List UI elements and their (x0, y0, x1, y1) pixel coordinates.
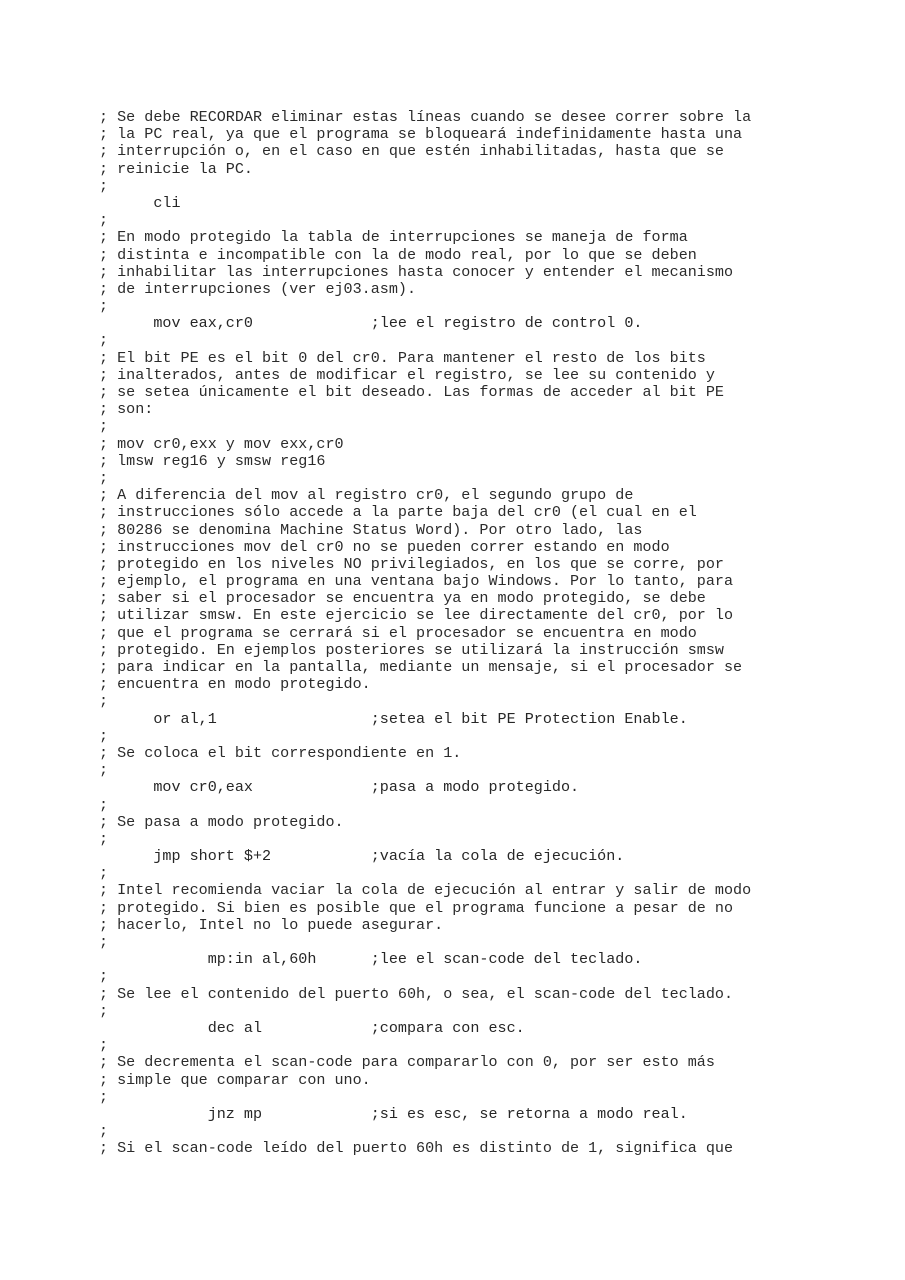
comment-line: ; de interrupciones (ver ej03.asm). (99, 279, 417, 298)
comment-line: ; En modo protegido la tabla de interrupciones se maneja de forma (99, 228, 688, 247)
comment-line: ; la PC real, ya que el programa se bloqueará indefinidamente hasta una (99, 125, 743, 144)
comment-line: ; Se decrementa el scan-code para compararlo con 0, por ser esto más (99, 1053, 715, 1072)
comment-line: ; que el programa se cerrará si el procesador se encuentra en modo (99, 623, 697, 642)
comment-line: ; se setea únicamente el bit deseado. Las formas de acceder al bit PE (99, 383, 724, 401)
comment-line: ; (99, 1036, 109, 1055)
comment-line: ; inalterados, antes de modificar el registro, se lee su contenido y (99, 365, 715, 384)
document-page (99, 109, 879, 1157)
comment-line: ; ejemplo, el programa en una ventana bajo Windows. Por lo tanto, para (99, 572, 734, 591)
comment-line: ; (99, 726, 109, 745)
comment-line: ; lmsw reg16 y smsw reg16 (99, 451, 326, 470)
comment-line: ; utilizar smsw. En este ejercicio se lee directamente del cr0, por lo (99, 606, 734, 625)
comment-line: ; interrupción o, en el caso en que estén inhabilitadas, hasta que se (99, 142, 724, 161)
code-line: cli (99, 193, 181, 212)
comment-line: ; protegido. Si bien es posible que el programa funcione a pesar de no (99, 898, 734, 917)
comment-line: ; Se pasa a modo protegido. (99, 812, 344, 831)
comment-line: ; instrucciones sólo accede a la parte baja del cr0 (el cual en el (99, 503, 697, 522)
code-line: mov cr0,eax ;pasa a modo protegido. (99, 778, 580, 797)
comment-line: ; saber si el procesador se encuentra ya en modo protegido, se debe (99, 589, 706, 608)
comment-line: ; protegido. En ejemplos posteriores se utilizará la instrucción smsw (99, 640, 724, 659)
comment-line: ; (99, 331, 109, 350)
comment-line: ; 80286 se denomina Machine Status Word). Por otro lado, las (99, 520, 643, 539)
comment-line: ; (99, 761, 109, 780)
comment-line: ; simple que comparar con uno. (99, 1070, 371, 1089)
comment-line: ; para indicar en la pantalla, mediante un mensaje, si el procesador se (99, 658, 743, 676)
comment-line: ; mov cr0,exx y mov exx,cr0 (99, 434, 344, 453)
comment-line: ; Se coloca el bit correspondiente en 1. (99, 743, 462, 762)
code-line: mp:in al,60h ;lee el scan-code del teclado. (99, 950, 643, 969)
code-line: jmp short $+2 ;vacía la cola de ejecución. (99, 847, 625, 866)
comment-line: ; distinta e incompatible con la de modo real, por lo que se deben (99, 245, 697, 264)
comment-line: ; (99, 829, 109, 848)
comment-line: ; Se lee el contenido del puerto 60h, o sea, el scan-code del teclado. (99, 984, 734, 1003)
comment-line: ; (99, 864, 109, 883)
comment-line: ; instrucciones mov del cr0 no se pueden correr estando en modo (99, 537, 670, 556)
comment-line: ; (99, 967, 109, 986)
comment-line: ; (99, 692, 109, 711)
comment-line: ; son: (99, 400, 154, 419)
comment-line: ; (99, 417, 109, 436)
comment-line: ; inhabilitar las interrupciones hasta conocer y entender el mecanismo (99, 262, 734, 281)
comment-line: ; protegido en los niveles NO privilegiados, en los que se corre, por (99, 554, 724, 573)
comment-line: ; (99, 211, 109, 230)
comment-line: ; (99, 468, 109, 487)
comment-line: ; (99, 1001, 109, 1020)
comment-line: ; Si el scan-code leído del puerto 60h es distinto de 1, significa que (99, 1139, 734, 1158)
comment-line: ; reinicie la PC. (99, 159, 253, 178)
code-line: mov eax,cr0 ;lee el registro de control 0. (99, 314, 643, 333)
comment-line: ; El bit PE es el bit 0 del cr0. Para mantener el resto de los bits (99, 348, 706, 367)
comment-line: ; A diferencia del mov al registro cr0, el segundo grupo de (99, 486, 634, 505)
code-line: or al,1 ;setea el bit PE Protection Enable. (99, 709, 688, 728)
code-line: dec al ;compara con esc. (99, 1018, 525, 1037)
comment-line: ; (99, 297, 109, 316)
comment-line: ; (99, 1122, 109, 1141)
comment-line: ; (99, 933, 109, 951)
comment-line: ; Se debe RECORDAR eliminar estas líneas cuando se desee correr sobre la (99, 108, 752, 126)
comment-line: ; (99, 176, 109, 195)
comment-line: ; encuentra en modo protegido. (99, 675, 371, 694)
comment-line: ; hacerlo, Intel no lo puede asegurar. (99, 915, 444, 934)
comment-line: ; (99, 795, 109, 814)
comment-line: ; Intel recomienda vaciar la cola de ejecución al entrar y salir de modo (99, 881, 752, 900)
code-line: jnz mp ;si es esc, se retorna a modo real. (99, 1104, 688, 1123)
comment-line: ; (99, 1087, 109, 1106)
